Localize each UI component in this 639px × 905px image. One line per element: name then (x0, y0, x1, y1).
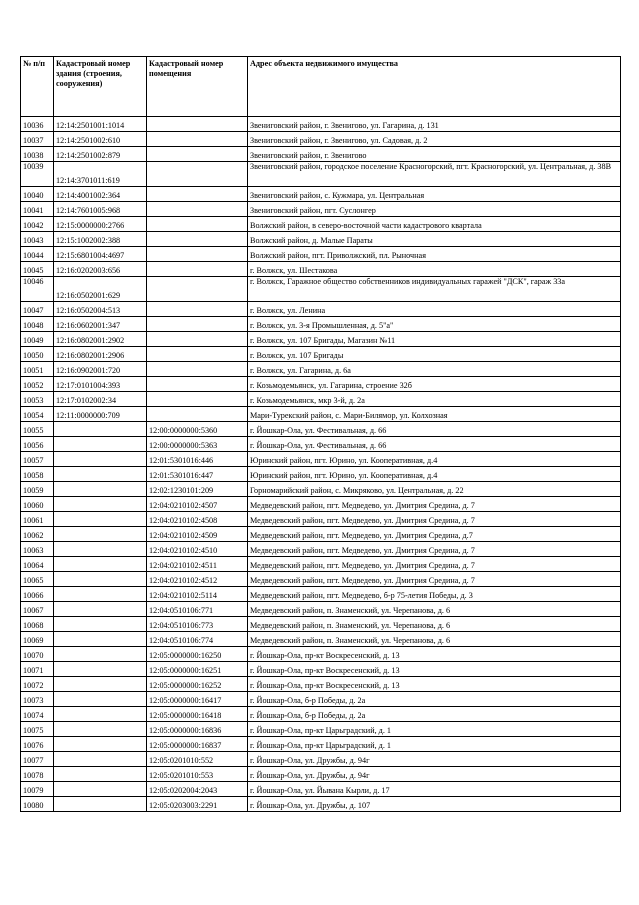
table-row (21, 572, 621, 587)
premises-cadastral-number: 12:04:0210102:4510 (147, 542, 248, 557)
building-cadastral-number: 12:14:7601005:968 (54, 202, 147, 217)
premises-cadastral-number (147, 392, 248, 407)
row-number: 10068 (21, 617, 54, 632)
row-number: 10066 (21, 587, 54, 602)
table-row (21, 557, 621, 572)
premises-cadastral-number (147, 247, 248, 262)
table-row (21, 512, 621, 527)
building-cadastral-number (54, 452, 147, 467)
table-row (21, 767, 621, 782)
building-cadastral-number: 12:16:0802001:2902 (54, 332, 147, 347)
table-header-row (21, 57, 621, 117)
row-number: 10045 (21, 262, 54, 277)
premises-cadastral-number: 12:05:0201010:552 (147, 752, 248, 767)
address: г. Йошкар-Ола, ул. Дружбы, д. 107 (248, 797, 621, 812)
premises-cadastral-number: 12:05:0000000:16250 (147, 647, 248, 662)
address: Медведевский район, п. Знаменский, ул. Черепанова, д. 6 (248, 617, 621, 632)
row-number: 10037 (21, 132, 54, 147)
address: Мари-Турекский район, с. Мари-Билямор, ул. Колхозная (248, 407, 621, 422)
table-row (21, 737, 621, 752)
table-row (21, 467, 621, 482)
building-cadastral-number (54, 602, 147, 617)
table-body (21, 117, 621, 812)
premises-cadastral-number (147, 162, 248, 187)
premises-cadastral-number: 12:04:0210102:4512 (147, 572, 248, 587)
building-cadastral-number (54, 437, 147, 452)
building-cadastral-number (54, 722, 147, 737)
table-row (21, 752, 621, 767)
address: Медведевский район, пгт. Медведево, ул. Дмитрия Средина, д. 7 (248, 572, 621, 587)
building-cadastral-number: 12:17:0101004:393 (54, 377, 147, 392)
table-row (21, 452, 621, 467)
table-row (21, 247, 621, 262)
header-number: № п/п (21, 57, 54, 117)
premises-cadastral-number: 12:04:0210102:4511 (147, 557, 248, 572)
building-cadastral-number: 12:14:2501002:610 (54, 132, 147, 147)
row-number: 10044 (21, 247, 54, 262)
table-row (21, 677, 621, 692)
building-cadastral-number: 12:16:0202003:656 (54, 262, 147, 277)
building-cadastral-number (54, 752, 147, 767)
row-number: 10072 (21, 677, 54, 692)
address: Звениговский район, г. Звенигово (248, 147, 621, 162)
row-number: 10069 (21, 632, 54, 647)
premises-cadastral-number (147, 187, 248, 202)
row-number: 10043 (21, 232, 54, 247)
premises-cadastral-number (147, 217, 248, 232)
premises-cadastral-number (147, 407, 248, 422)
premises-cadastral-number: 12:05:0000000:16837 (147, 737, 248, 752)
row-number: 10070 (21, 647, 54, 662)
row-number: 10050 (21, 347, 54, 362)
building-cadastral-number: 12:16:0502004:513 (54, 302, 147, 317)
row-number: 10058 (21, 467, 54, 482)
premises-cadastral-number: 12:04:0210102:4508 (147, 512, 248, 527)
premises-cadastral-number: 12:04:0510106:774 (147, 632, 248, 647)
row-number: 10059 (21, 482, 54, 497)
row-number: 10042 (21, 217, 54, 232)
premises-cadastral-number (147, 147, 248, 162)
premises-cadastral-number (147, 347, 248, 362)
table-row (21, 317, 621, 332)
table-row (21, 277, 621, 302)
address: Медведевский район, пгт. Медведево, ул. Дмитрия Средина, д.7 (248, 527, 621, 542)
row-number: 10064 (21, 557, 54, 572)
address: Звениговский район, г. Звенигово, ул. Садовая, д. 2 (248, 132, 621, 147)
address: Звениговский район, городское поселение Красногорский, пгт. Красногорский, ул. Центральная, д. 38В (248, 162, 621, 187)
building-cadastral-number: 12:15:6801004:4697 (54, 247, 147, 262)
address: Звениговский район, г. Звенигово, ул. Гагарина, д. 131 (248, 117, 621, 132)
premises-cadastral-number (147, 262, 248, 277)
building-cadastral-number: 12:14:4001002:364 (54, 187, 147, 202)
property-table (20, 56, 621, 812)
building-cadastral-number (54, 482, 147, 497)
row-number: 10067 (21, 602, 54, 617)
address: г. Волжск, ул. 107 Бригады (248, 347, 621, 362)
row-number: 10080 (21, 797, 54, 812)
building-cadastral-number (54, 572, 147, 587)
row-number: 10054 (21, 407, 54, 422)
row-number: 10053 (21, 392, 54, 407)
table-row (21, 217, 621, 232)
premises-cadastral-number (147, 377, 248, 392)
row-number: 10040 (21, 187, 54, 202)
premises-cadastral-number: 12:01:5301016:446 (147, 452, 248, 467)
table-row (21, 497, 621, 512)
table-row (21, 332, 621, 347)
address: г. Йошкар-Ола, пр-кт Царьградский, д. 1 (248, 722, 621, 737)
row-number: 10074 (21, 707, 54, 722)
row-number: 10051 (21, 362, 54, 377)
table-row (21, 722, 621, 737)
row-number: 10060 (21, 497, 54, 512)
row-number: 10073 (21, 692, 54, 707)
row-number: 10076 (21, 737, 54, 752)
premises-cadastral-number (147, 232, 248, 247)
table-row (21, 132, 621, 147)
table-row (21, 162, 621, 187)
table-row (21, 617, 621, 632)
table-row (21, 632, 621, 647)
table-row (21, 202, 621, 217)
building-cadastral-number: 12:15:0000000:2766 (54, 217, 147, 232)
header-building-cadastral: Кадастровый номер здания (строения, сооружения) (54, 57, 147, 117)
premises-cadastral-number (147, 332, 248, 347)
address: г. Йошкар-Ола, пр-кт Воскресенский, д. 13 (248, 677, 621, 692)
address: Волжский район, пгт. Приволжский, пл. Рыночная (248, 247, 621, 262)
address: Юринский район, пгт. Юрино, ул. Кооперативная, д.4 (248, 452, 621, 467)
building-cadastral-number: 12:16:0602001:347 (54, 317, 147, 332)
table-row (21, 782, 621, 797)
table-row (21, 602, 621, 617)
building-cadastral-number (54, 797, 147, 812)
row-number: 10041 (21, 202, 54, 217)
building-cadastral-number (54, 632, 147, 647)
table-row (21, 527, 621, 542)
premises-cadastral-number: 12:05:0201010:553 (147, 767, 248, 782)
building-cadastral-number (54, 662, 147, 677)
row-number: 10063 (21, 542, 54, 557)
header-address: Адрес объекта недвижимого имущества (248, 57, 621, 117)
address: г. Йошкар-Ола, ул. Йывана Кырли, д. 17 (248, 782, 621, 797)
table-row (21, 422, 621, 437)
address: г. Йошкар-Ола, ул. Фестивальная, д. 66 (248, 422, 621, 437)
row-number: 10039 (21, 162, 54, 187)
premises-cadastral-number: 12:05:0000000:16252 (147, 677, 248, 692)
building-cadastral-number: 12:16:0502001:629 (54, 277, 147, 302)
document-page (20, 56, 620, 812)
building-cadastral-number: 12:16:0802001:2906 (54, 347, 147, 362)
premises-cadastral-number (147, 202, 248, 217)
premises-cadastral-number: 12:04:0510106:771 (147, 602, 248, 617)
row-number: 10057 (21, 452, 54, 467)
building-cadastral-number (54, 707, 147, 722)
address: г. Йошкар-Ола, пр-кт Воскресенский, д. 13 (248, 662, 621, 677)
address: г. Йошкар-Ола, пр-кт Воскресенский, д. 13 (248, 647, 621, 662)
table-row (21, 647, 621, 662)
address: Медведевский район, п. Знаменский, ул. Черепанова, д. 6 (248, 602, 621, 617)
table-row (21, 347, 621, 362)
table-row (21, 187, 621, 202)
address: Медведевский район, пгт. Медведево, ул. Дмитрия Средина, д. 7 (248, 512, 621, 527)
table-row (21, 392, 621, 407)
address: Медведевский район, пгт. Медведево, ул. Дмитрия Средина, д. 7 (248, 557, 621, 572)
building-cadastral-number (54, 497, 147, 512)
address: г. Волжск, ул. 3-я Промышленная, д. 5"а" (248, 317, 621, 332)
address: г. Волжск, Гаражное общество собственников индивидуальных гаражей "ДСК", гараж 33а (248, 277, 621, 302)
address: г. Йошкар-Ола, б-р Победы, д. 2а (248, 707, 621, 722)
premises-cadastral-number: 12:05:0000000:16251 (147, 662, 248, 677)
row-number: 10061 (21, 512, 54, 527)
building-cadastral-number (54, 557, 147, 572)
building-cadastral-number: 12:17:0102002:34 (54, 392, 147, 407)
table-row (21, 662, 621, 677)
address: Волжский район, д. Малые Параты (248, 232, 621, 247)
building-cadastral-number (54, 647, 147, 662)
address: Юринский район, пгт. Юрино, ул. Кооперативная, д.4 (248, 467, 621, 482)
row-number: 10052 (21, 377, 54, 392)
building-cadastral-number (54, 587, 147, 602)
premises-cadastral-number (147, 302, 248, 317)
row-number: 10075 (21, 722, 54, 737)
table-row (21, 232, 621, 247)
row-number: 10038 (21, 147, 54, 162)
building-cadastral-number (54, 422, 147, 437)
building-cadastral-number (54, 617, 147, 632)
address: г. Йошкар-Ола, ул. Дружбы, д. 94г (248, 767, 621, 782)
row-number: 10065 (21, 572, 54, 587)
address: г. Волжск, ул. Шестакова (248, 262, 621, 277)
row-number: 10071 (21, 662, 54, 677)
address: г. Волжск, ул. Гагарина, д. 6а (248, 362, 621, 377)
row-number: 10056 (21, 437, 54, 452)
table-row (21, 147, 621, 162)
building-cadastral-number: 12:16:0902001:720 (54, 362, 147, 377)
table-row (21, 407, 621, 422)
table-row (21, 377, 621, 392)
table-row (21, 262, 621, 277)
address: г. Волжск, ул. Ленина (248, 302, 621, 317)
building-cadastral-number (54, 737, 147, 752)
building-cadastral-number (54, 467, 147, 482)
premises-cadastral-number (147, 317, 248, 332)
row-number: 10079 (21, 782, 54, 797)
building-cadastral-number: 12:14:2501001:1014 (54, 117, 147, 132)
row-number: 10062 (21, 527, 54, 542)
building-cadastral-number: 12:14:2501002:879 (54, 147, 147, 162)
premises-cadastral-number: 12:00:0000000:5363 (147, 437, 248, 452)
address: Медведевский район, п. Знаменский, ул. Черепанова, д. 6 (248, 632, 621, 647)
table-row (21, 587, 621, 602)
address: Медведевский район, пгт. Медведево, ул. Дмитрия Средина, д. 7 (248, 497, 621, 512)
row-number: 10078 (21, 767, 54, 782)
building-cadastral-number (54, 512, 147, 527)
building-cadastral-number (54, 692, 147, 707)
row-number: 10048 (21, 317, 54, 332)
premises-cadastral-number: 12:05:0202004:2043 (147, 782, 248, 797)
premises-cadastral-number: 12:04:0210102:5114 (147, 587, 248, 602)
row-number: 10047 (21, 302, 54, 317)
building-cadastral-number: 12:14:3701011:619 (54, 162, 147, 187)
row-number: 10077 (21, 752, 54, 767)
address: Медведевский район, пгт. Медведево, б-р 75-летия Победы, д. 3 (248, 587, 621, 602)
table-row (21, 482, 621, 497)
premises-cadastral-number: 12:05:0000000:16836 (147, 722, 248, 737)
building-cadastral-number: 12:11:0000000:709 (54, 407, 147, 422)
row-number: 10055 (21, 422, 54, 437)
address: Волжский район, в северо-восточной части кадастрового квартала (248, 217, 621, 232)
table-row (21, 707, 621, 722)
premises-cadastral-number: 12:05:0203003:2291 (147, 797, 248, 812)
address: г. Йошкар-Ола, ул. Дружбы, д. 94г (248, 752, 621, 767)
premises-cadastral-number: 12:04:0510106:773 (147, 617, 248, 632)
table-row (21, 542, 621, 557)
header-premises-cadastral: Кадастровый номер помещения (147, 57, 248, 117)
premises-cadastral-number: 12:02:1230101:209 (147, 482, 248, 497)
premises-cadastral-number: 12:01:5301016:447 (147, 467, 248, 482)
premises-cadastral-number (147, 117, 248, 132)
address: г. Йошкар-Ола, б-р Победы, д. 2а (248, 692, 621, 707)
premises-cadastral-number: 12:05:0000000:16418 (147, 707, 248, 722)
table-row (21, 362, 621, 377)
table-row (21, 117, 621, 132)
address: г. Козьмодемьянск, мкр 3-й, д. 2а (248, 392, 621, 407)
row-number: 10046 (21, 277, 54, 302)
building-cadastral-number (54, 767, 147, 782)
row-number: 10036 (21, 117, 54, 132)
table-row (21, 692, 621, 707)
address: г. Волжск, ул. 107 Бригады, Магазин №11 (248, 332, 621, 347)
address: Горномарийский район, с. Микряково, ул. Центральная, д. 22 (248, 482, 621, 497)
building-cadastral-number (54, 677, 147, 692)
premises-cadastral-number: 12:05:0000000:16417 (147, 692, 248, 707)
address: г. Йошкар-Ола, пр-кт Царьградский, д. 1 (248, 737, 621, 752)
building-cadastral-number (54, 782, 147, 797)
premises-cadastral-number (147, 132, 248, 147)
premises-cadastral-number: 12:04:0210102:4507 (147, 497, 248, 512)
premises-cadastral-number (147, 277, 248, 302)
address: Звениговский район, с. Кужмара, ул. Центральная (248, 187, 621, 202)
building-cadastral-number (54, 542, 147, 557)
premises-cadastral-number (147, 362, 248, 377)
premises-cadastral-number: 12:00:0000000:5360 (147, 422, 248, 437)
row-number: 10049 (21, 332, 54, 347)
address: г. Козьмодемьянск, ул. Гагарина, строение 32б (248, 377, 621, 392)
building-cadastral-number: 12:15:1002002:388 (54, 232, 147, 247)
address: г. Йошкар-Ола, ул. Фестивальная, д. 66 (248, 437, 621, 452)
building-cadastral-number (54, 527, 147, 542)
address: Медведевский район, пгт. Медведево, ул. Дмитрия Средина, д. 7 (248, 542, 621, 557)
premises-cadastral-number: 12:04:0210102:4509 (147, 527, 248, 542)
table-row (21, 797, 621, 812)
table-row (21, 302, 621, 317)
address: Звениговский район, пгт. Суслонгер (248, 202, 621, 217)
table-row (21, 437, 621, 452)
